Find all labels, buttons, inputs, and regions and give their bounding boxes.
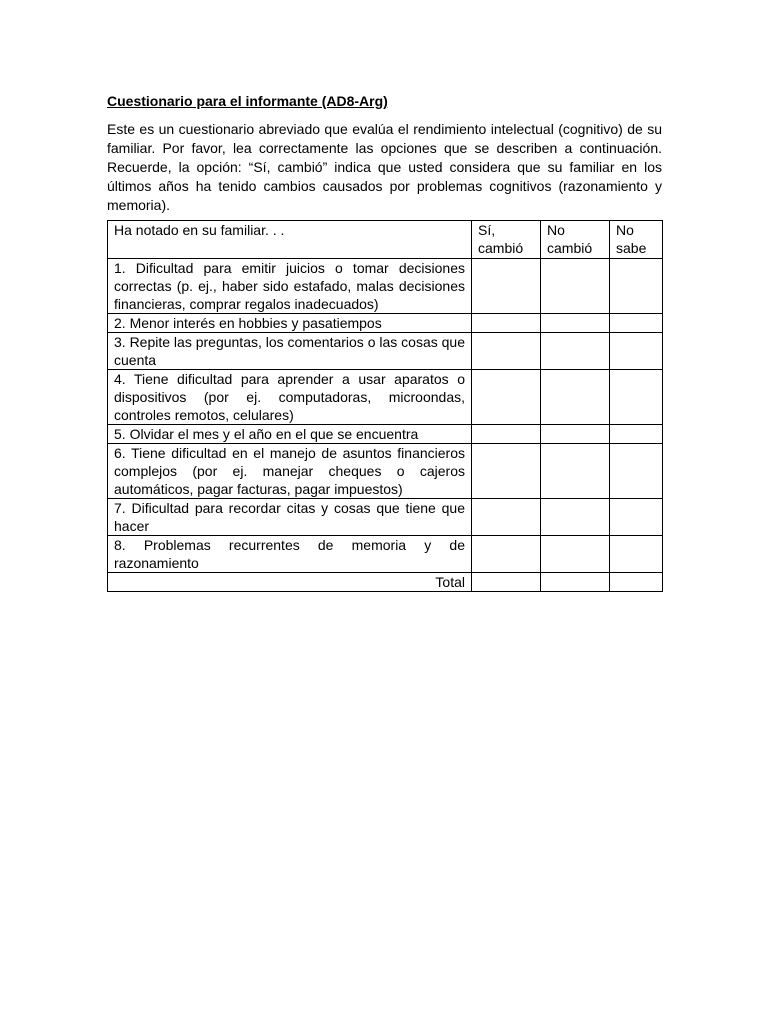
- total-label: Total: [108, 573, 472, 592]
- answer-no-5[interactable]: [541, 425, 610, 444]
- answer-no-2[interactable]: [541, 314, 610, 333]
- total-dont-know[interactable]: [610, 573, 663, 592]
- table-row: [108, 333, 663, 370]
- answer-yes-1[interactable]: [472, 259, 541, 314]
- answer-no-4[interactable]: [541, 370, 610, 425]
- intro-paragraph: Este es un cuestionario abreviado que evalúa el rendimiento intelectual (cognitivo) de su familiar. Por favor, lea correctamente las opciones que se describen a continuación. Recuerde, la opción: “Sí, cambió” indica que usted considera que su familiar en los últimos años ha tenido cambios causados por problemas cognitivos (razonamiento y memoria).: [107, 121, 662, 213]
- document-title: Cuestionario para el informante (AD8-Arg): [107, 93, 388, 109]
- answer-yes-5[interactable]: [472, 425, 541, 444]
- answer-dont-know-3[interactable]: [610, 333, 663, 370]
- total-no[interactable]: [541, 573, 610, 592]
- header-yes-changed: Sí, cambió: [472, 221, 541, 259]
- answer-no-3[interactable]: [541, 333, 610, 370]
- answer-yes-7[interactable]: [472, 499, 541, 536]
- question-1: 1. Dificultad para emitir juicios o tomar decisiones correctas (p. ej., haber sido estafado, malas decisiones financieras, comprar regalos inadecuados): [108, 259, 472, 314]
- header-question: Ha notado en su familiar. . .: [108, 221, 472, 259]
- answer-dont-know-2[interactable]: [610, 314, 663, 333]
- answer-no-6[interactable]: [541, 444, 610, 499]
- answer-yes-6[interactable]: [472, 444, 541, 499]
- answer-yes-4[interactable]: [472, 370, 541, 425]
- table-row: [108, 425, 663, 444]
- header-no-changed: No cambió: [541, 221, 610, 259]
- question-2: 2. Menor interés en hobbies y pasatiempos: [108, 314, 472, 333]
- question-3: 3. Repite las preguntas, los comentarios o las cosas que cuenta: [108, 333, 472, 370]
- table-row: [108, 314, 663, 333]
- answer-no-7[interactable]: [541, 499, 610, 536]
- table-row: [108, 370, 663, 425]
- question-5: 5. Olvidar el mes y el año en el que se encuentra: [108, 425, 472, 444]
- table-row: [108, 259, 663, 314]
- question-6: 6. Tiene dificultad en el manejo de asuntos financieros complejos (por ej. manejar cheques o cajeros automáticos, pagar facturas, pagar impuestos): [108, 444, 472, 499]
- answer-dont-know-7[interactable]: [610, 499, 663, 536]
- questionnaire-table: [107, 220, 663, 592]
- answer-yes-3[interactable]: [472, 333, 541, 370]
- answer-dont-know-4[interactable]: [610, 370, 663, 425]
- table-header-row: [108, 221, 663, 259]
- answer-dont-know-1[interactable]: [610, 259, 663, 314]
- answer-no-8[interactable]: [541, 536, 610, 573]
- total-row: [108, 573, 663, 592]
- answer-dont-know-5[interactable]: [610, 425, 663, 444]
- question-7: 7. Dificultad para recordar citas y cosas que tiene que hacer: [108, 499, 472, 536]
- table-row: [108, 499, 663, 536]
- answer-dont-know-6[interactable]: [610, 444, 663, 499]
- document-page: [107, 92, 662, 592]
- table-row: [108, 444, 663, 499]
- header-dont-know: No sabe: [610, 221, 663, 259]
- total-yes[interactable]: [472, 573, 541, 592]
- table-row: [108, 536, 663, 573]
- answer-yes-2[interactable]: [472, 314, 541, 333]
- question-4: 4. Tiene dificultad para aprender a usar aparatos o dispositivos (por ej. computadoras, microondas, controles remotos, celulares): [108, 370, 472, 425]
- answer-dont-know-8[interactable]: [610, 536, 663, 573]
- answer-yes-8[interactable]: [472, 536, 541, 573]
- answer-no-1[interactable]: [541, 259, 610, 314]
- question-8: 8. Problemas recurrentes de memoria y de razonamiento: [108, 536, 472, 573]
